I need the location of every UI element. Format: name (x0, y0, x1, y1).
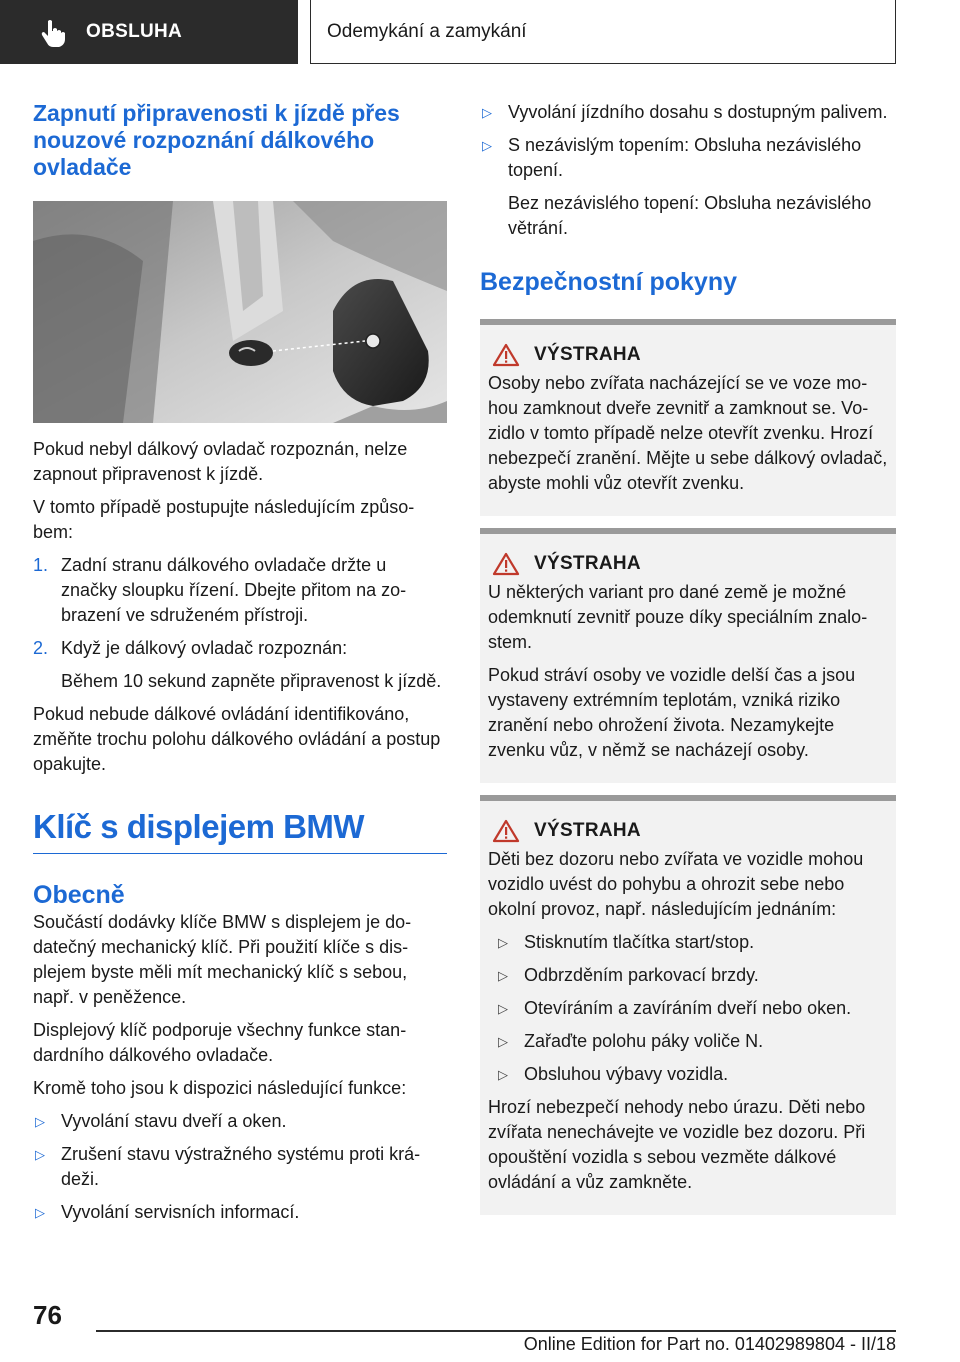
triangle-bullet-icon: ▷ (482, 138, 492, 153)
footer-divider (96, 1330, 896, 1332)
heading-emergency-detection: Zapnutí připravenosti k jízdě přes nouzové rozpoznání dálkového ovladače (33, 100, 400, 180)
section-title: Odemykání a zamykání (310, 0, 896, 64)
paragraph: Kromě toho jsou k dispozici následující funkce: (33, 1078, 407, 1098)
chapter-tab[interactable] (0, 0, 298, 64)
step-detail: Během 10 sekund zapněte připravenost k jízdě. (61, 671, 442, 691)
page-number: 76 (33, 1300, 62, 1330)
warning-text: Děti bez dozoru nebo zvířata ve vozidle mohou vozidlo uvést do pohybu a ohrozit sebe nebo okolní provoz, např. následujícím jednáním: (488, 849, 864, 919)
steering-column-key-photo (33, 201, 447, 423)
heater-note: Bez nezávislého topení: Obsluha nezávislého větrání. (508, 193, 872, 238)
triangle-bullet-icon: ▷ (498, 1001, 508, 1016)
warning-box (480, 795, 896, 1215)
warning-triangle-icon (492, 819, 520, 843)
paragraph: Displejový klíč podporuje všechny funkce standardního dálkového ovladače. (33, 1020, 407, 1065)
warning-box (480, 528, 896, 783)
heading-general: Obecně (33, 881, 125, 909)
list-item: ▷ Stisknutím tlačítka start/stop. (496, 930, 888, 955)
list-item: ▷ Zařaďte polohu páky voliče N. (496, 1029, 888, 1054)
warning-text: Pokud stráví osoby ve vozidle delší čas a jsou vystaveny extrémním teplotám, vzniká riziko zranění nebo ohrožení života. Nezamykejte zvenku vůz, v němž se nacházejí osoby. (488, 665, 856, 760)
paragraph: Součástí dodávky klíče BMW s displejem je dodatečný mechanický klíč. Při použití klíče s displejem byste měli mít mechanický klíč s sebou, např. v peněžence. (33, 912, 412, 1007)
list-item: ▷ Odbrzděním parkovací brzdy. (496, 963, 888, 988)
triangle-bullet-icon: ▷ (498, 1034, 508, 1049)
heading-safety: Bezpečnostní pokyny (480, 268, 737, 296)
warning-triangle-icon (492, 343, 520, 367)
paragraph: V tomto případě postupujte následujícím způsobem: (33, 497, 415, 542)
step-item: 2. Když je dálkový ovladač rozpoznán: (33, 638, 348, 658)
paragraph: Pokud nebyl dálkový ovladač rozpoznán, nelze zapnout připravenost k jízdě. (33, 439, 408, 484)
warning-box (480, 319, 896, 516)
list-item: ▷ Vyvolání servisních informací. (33, 1200, 447, 1225)
step-item: 1. Zadní stranu dálkového ovladače držte u značky sloupku řízení. Dbejte přitom na zobrazení ve sdruženém přístroji. (33, 555, 407, 625)
left-column (33, 100, 447, 1233)
warning-title: VÝSTRAHA (534, 344, 641, 365)
heading-display-key: Klíč s displejem BMW (33, 807, 447, 854)
hand-pointer-icon (38, 17, 68, 47)
warning-triangle-icon (492, 552, 520, 576)
paragraph: Pokud nebude dálkové ovládání identifikováno, změňte trochu polohu dálkového ovládání a postup opakujte. (33, 704, 441, 774)
chapter-tab-label: OBSLUHA (86, 21, 183, 42)
list-item: ▷ Vyvolání jízdního dosahu s dostupným palivem. (480, 100, 896, 125)
warning-text: Hrozí nebezpečí nehody nebo úrazu. Děti nebo zvířata nenechávejte ve vozidle bez dozoru. Při opouštění vozidla s sebou vezměte dálkové ovládání a vůz zamkněte. (488, 1097, 866, 1192)
triangle-bullet-icon: ▷ (35, 1114, 45, 1129)
list-item: ▷ Otevíráním a zavíráním dveří nebo oken. (496, 996, 888, 1021)
triangle-bullet-icon: ▷ (498, 1067, 508, 1082)
warning-title: VÝSTRAHA (534, 553, 641, 574)
list-item: ▷ Obsluhou výbavy vozidla. (496, 1062, 888, 1087)
warning-text: U některých variant pro dané země je možné odemknutí zevnitř pouze díky speciálním znalostem. (488, 582, 868, 652)
warning-title: VÝSTRAHA (534, 820, 641, 841)
right-column (480, 100, 896, 1227)
list-item: ▷ S nezávislým topením: Obsluha nezávislého topení. (480, 133, 896, 183)
triangle-bullet-icon: ▷ (35, 1147, 45, 1162)
warning-text: Osoby nebo zvířata nacházející se ve voze mohou zamknout dveře zevnitř a zamknout se. Vozidlo v tomto případě nelze otevřít zvenku. Hrozí nebezpečí zranění. Mějte u sebe dálkový ovladač, abyste mohli vůz otevřít zvenku. (488, 373, 888, 493)
triangle-bullet-icon: ▷ (35, 1205, 45, 1220)
edition-note: Online Edition for Part no. 01402989804 - II/18 (523, 1334, 896, 1354)
list-item: ▷ Zrušení stavu výstražného systému proti krádeži. (33, 1142, 447, 1192)
triangle-bullet-icon: ▷ (482, 105, 492, 120)
triangle-bullet-icon: ▷ (498, 935, 508, 950)
list-item: ▷ Vyvolání stavu dveří a oken. (33, 1109, 447, 1134)
triangle-bullet-icon: ▷ (498, 968, 508, 983)
